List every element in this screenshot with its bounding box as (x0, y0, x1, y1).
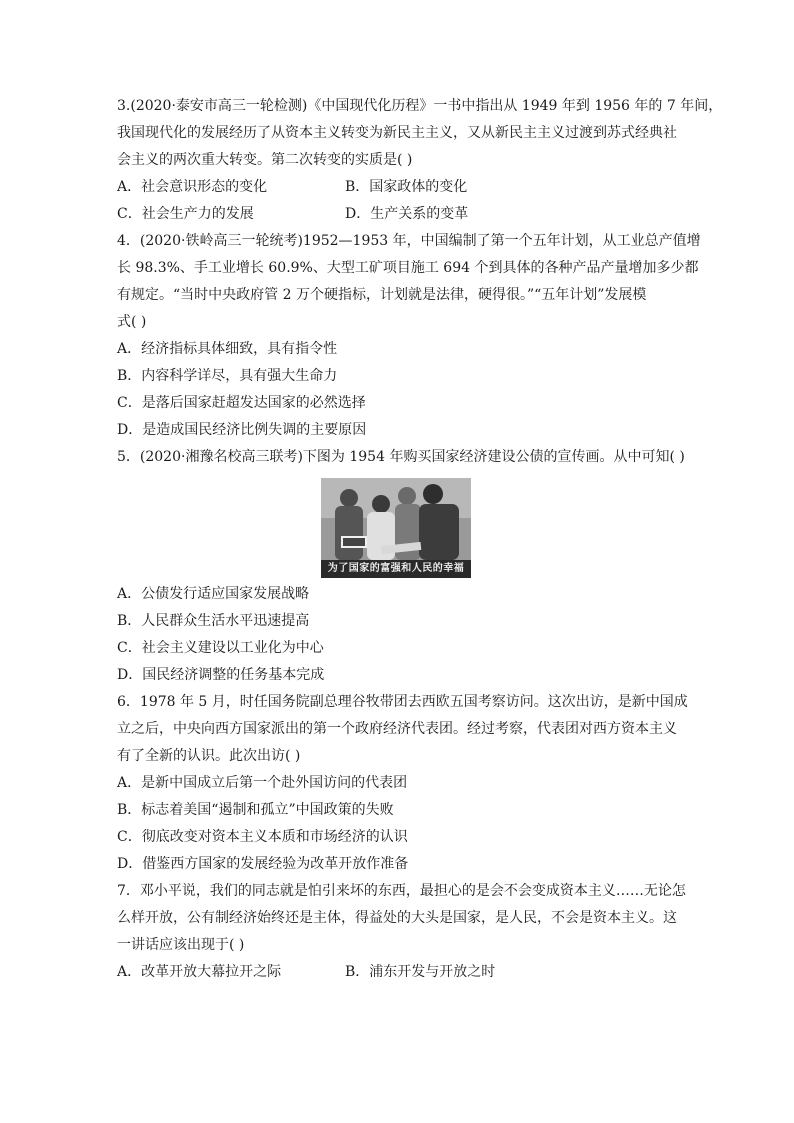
question-3-options-row-2 (117, 204, 677, 231)
question-6-option-c[interactable]: C．彻底改变对资本主义本质和市场经济的认识 (117, 829, 408, 845)
question-4 (117, 231, 701, 447)
question-5-option-d[interactable]: D．国民经济调整的任务基本完成 (117, 667, 325, 683)
question-5-option-a[interactable]: A．公债发行适应国家发展战略 (117, 586, 310, 602)
question-5-option-c[interactable]: C．社会主义建设以工业化为中心 (117, 640, 324, 656)
question-7-option-a[interactable]: A．改革开放大幕拉开之际 (117, 964, 282, 980)
question-3-option-a[interactable]: A．社会意识形态的变化 (117, 179, 268, 195)
question-5 (117, 447, 685, 692)
poster-caption: 为了国家的富强和人民的幸福 (321, 560, 471, 578)
question-3-option-b[interactable]: B．国家政体的变化 (345, 179, 468, 195)
question-6-option-b[interactable]: B．标志着美国“遏制和孤立”中国政策的失败 (117, 802, 394, 818)
question-4-option-d[interactable]: D．是造成国民经济比例失调的主要原因 (117, 422, 367, 438)
question-3-line-1: 3.(2020·泰安市高三一轮检测)《中国现代化历程》一书中指出从 1949 年到 1956 年的 7 年间， (117, 98, 723, 114)
question-7-option-b[interactable]: B．浦东开发与开放之时 (345, 964, 496, 980)
question-7 (117, 881, 686, 989)
question-4-option-b[interactable]: B．内容科学详尽，具有强大生命力 (117, 368, 338, 384)
question-4-line-2: 长 98.3%、手工业增长 60.9%、大型工矿项目施工 694 个到具体的各种产品产量增加多少都 (117, 260, 699, 276)
question-7-line-2: 么样开放，公有制经济始终还是主体，得益处的大头是国家，是人民，不会是资本主义。这 (117, 910, 677, 926)
question-6-option-d[interactable]: D．借鉴西方国家的发展经验为改革开放作准备 (117, 856, 409, 872)
propaganda-poster-image (321, 478, 471, 578)
question-3 (117, 96, 723, 231)
question-7-line-3: 一讲话应该出现于( ) (117, 937, 245, 953)
question-3-options-row-1 (117, 177, 677, 204)
question-6-line-2: 立之后，中央向西方国家派出的第一个政府经济代表团。经过考察，代表团对西方资本主义 (117, 721, 677, 737)
question-6-line-3: 有了全新的认识。此次出访( ) (117, 748, 301, 764)
question-4-line-4: 式( ) (117, 314, 147, 330)
question-7-line-1: 7．邓小平说，我们的同志就是怕引来坏的东西，最担心的是会不会变成资本主义……无论怎 (117, 883, 686, 899)
question-4-option-a[interactable]: A．经济指标具体细致，具有指令性 (117, 341, 338, 357)
question-6-line-1: 6．1978 年 5 月，时任国务院副总理谷牧带团去西欧五国考察访问。这次出访，是新中国成 (117, 694, 688, 710)
question-5-option-b[interactable]: B．人民群众生活水平迅速提高 (117, 613, 310, 629)
question-3-option-c[interactable]: C．社会生产力的发展 (117, 206, 254, 222)
question-7-options-row-1 (117, 962, 677, 989)
exam-page (117, 96, 723, 989)
question-3-line-3: 会主义的两次重大转变。第二次转变的实质是( ) (117, 152, 413, 168)
question-5-line-1: 5．(2020·湘豫名校高三联考)下图为 1954 年购买国家经济建设公债的宣传画。从中可知( ) (117, 449, 685, 465)
question-3-line-2: 我国现代化的发展经历了从资本主义转变为新民主主义，又从新民主主义过渡到苏式经典社 (117, 125, 677, 141)
question-4-option-c[interactable]: C．是落后国家赶超发达国家的必然选择 (117, 395, 366, 411)
question-4-line-3: 有规定。“当时中央政府管 2 万个硬指标，计划就是法律，硬得很。”“五年计划”发展模 (117, 287, 647, 303)
question-3-option-d[interactable]: D．生产关系的变革 (345, 206, 469, 222)
question-4-line-1: 4．(2020·铁岭高三一轮统考)1952—1953 年，中国编制了第一个五年计划，从工业总产值增 (117, 233, 701, 249)
question-6-option-a[interactable]: A．是新中国成立后第一个赴外国访问的代表团 (117, 775, 408, 791)
question-6 (117, 692, 688, 881)
